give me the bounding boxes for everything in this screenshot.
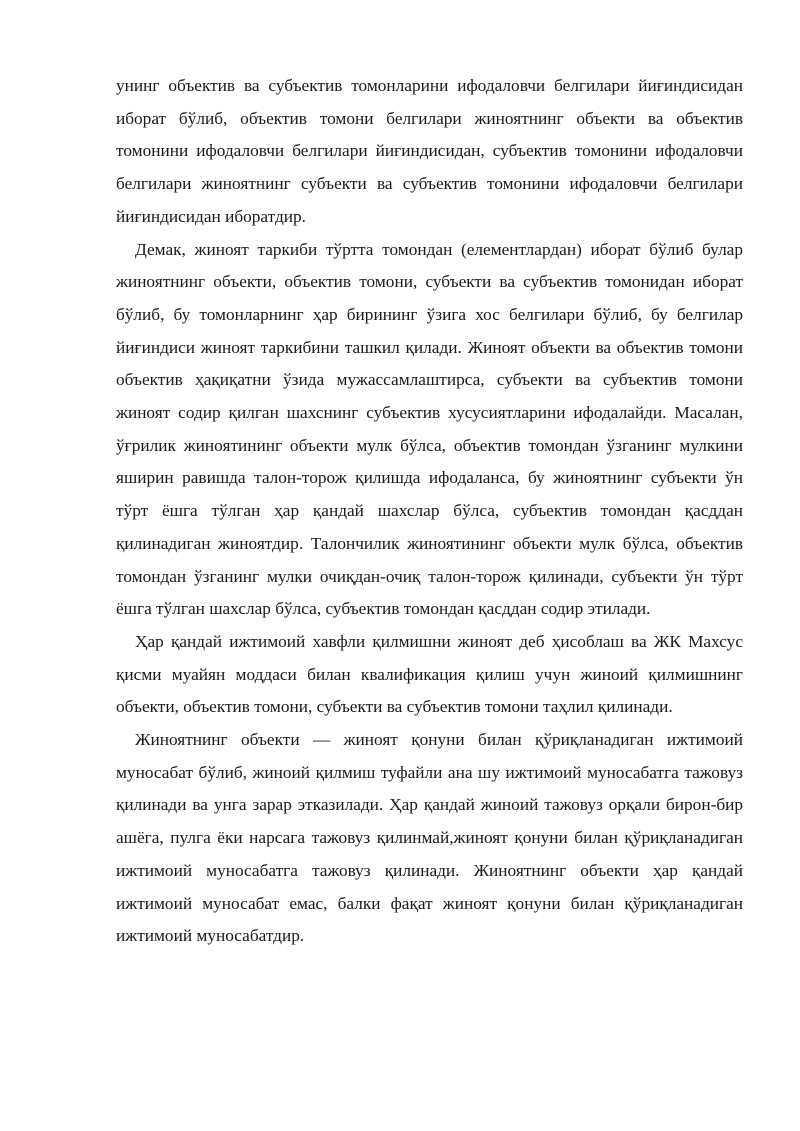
document-body [116,70,743,953]
paragraph-4: Жиноятнинг объекти — жиноят қонуни билан қўриқланадиган ижтимоий муносабат бўлиб, жиноий қилмиш туфайли ана шу ижтимоий муносабатга тажовуз қилинади ва унга зарар этказилади. Ҳар қандай жиноий тажовуз орқали бирон-бир ашёга, пулга ёки нарсага тажовуз қилинмай,жиноят қонуни билан қўриқланадиган ижтимоий муносабатга тажовуз қилинади. Жиноятнинг объекти ҳар қандай ижтимоий муносабат емас, балки фақат жиноят қонуни билан қўриқланадиган ижтимоий муносабатдир. [116,730,743,946]
paragraph-1: унинг объектив ва субъектив томонларини ифодаловчи белгилари йиғиндисидан иборат бўлиб, объектив томони белгилари жиноятнинг объекти ва объектив томонини ифодаловчи белгилари йиғиндисидан, субъектив томонини ифодаловчи белгилари жиноятнинг субъекти ва субъектив томонини ифодаловчи белгилари йиғиндисидан иборатдир. [116,76,743,226]
paragraph-2: Демак, жиноят таркиби тўртта томондан (елементлардан) иборат бўлиб булар жиноятнинг объекти, объектив томони, субъекти ва субъектив томонидан иборат бўлиб, бу томонларнинг ҳар бирининг ўзига хос белгилари бўлиб, бу белгилар йиғиндиси жиноят таркибини ташкил қилади. Жиноят объекти ва объектив томони объектив ҳақиқатни ўзида мужассамлаштирса, субъекти ва субъектив томони жиноят содир қилган шахснинг субъектив хусусиятларини ифодалайди. Масалан, ўғрилик жиноятининг объекти мулк бўлса, объектив томондан ўзганинг мулкини яширин равишда талон-торож қилишда ифодаланса, бу жиноятнинг субъекти ўн тўрт ёшга тўлган ҳар қандай шахслар бўлса, субъектив томондан қасддан қилинадиган жиноятдир. Талончилик жиноятининг объекти мулк бўлса, объектив томондан ўзганинг мулки очиқдан-очиқ талон-торож қилинади, субъекти ўн тўрт ёшга тўлган шахслар бўлса, субъектив томондан қасддан содир этилади. [116,239,743,619]
paragraph-3: Ҳар қандай ижтимоий хавфли қилмишни жиноят деб ҳисоблаш ва ЖК Махсус қисми муайян моддаси билан квалификация қилиш учун жиноий қилмишнинг объекти, объектив томони, субъекти ва субъектив томони таҳлил қилинади. [116,631,743,717]
